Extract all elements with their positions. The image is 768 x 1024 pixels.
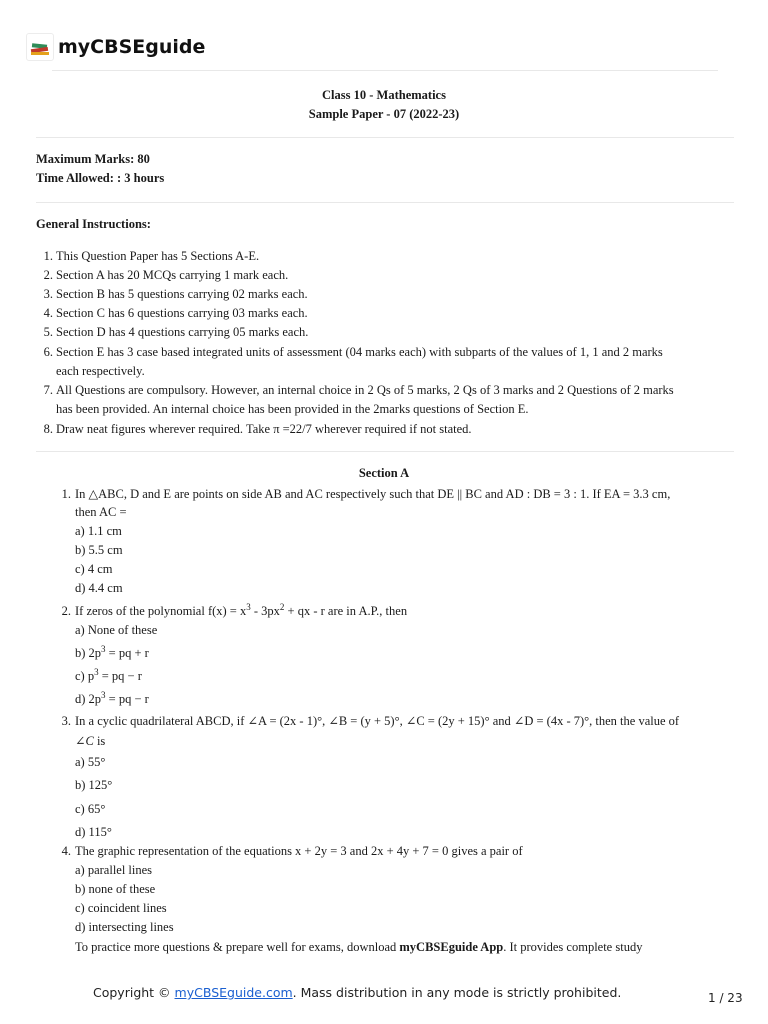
- divider: [36, 451, 734, 452]
- divider: [36, 137, 734, 138]
- option: c) 4 cm: [75, 562, 113, 576]
- option: d) $2p^3$ = pq − r: [75, 690, 149, 706]
- question-2-text: If zeros of the polynomial $f(x) = x^3 - 3px^2$ + qx - r are in A.P., then: [75, 602, 408, 618]
- copyright-footer: Copyright © myCBSEguide.com. Mass distribution in any mode is strictly prohibited.: [93, 985, 622, 1000]
- instruction-item: Section B has 5 questions carrying 02 marks each.: [56, 287, 308, 301]
- max-marks: Maximum Marks: 80: [36, 152, 150, 166]
- instruction-item: All Questions are compulsory. However, an internal choice in 2 Qs of 5 marks, 2 Qs of 3 marks and 2 Questions of 2 marks: [56, 383, 674, 397]
- brand-name: myCBSEguide: [58, 36, 206, 58]
- option: d) intersecting lines: [75, 920, 174, 934]
- header: [26, 33, 205, 61]
- option: c) $p^3$ = pq − r: [75, 667, 142, 683]
- option: d) 115°: [75, 825, 112, 839]
- option: c) coincident lines: [75, 901, 167, 915]
- instruction-item: Draw neat figures wherever required. Take π =22/7 wherever required if not stated.: [56, 422, 472, 436]
- promo-text: To practice more questions & prepare well for exams, download myCBSEguide App. It provides complete study: [75, 940, 643, 954]
- option: b) none of these: [75, 882, 156, 896]
- option: a) 1.1 cm: [75, 524, 122, 538]
- instruction-item-continued: has been provided. An internal choice has been provided in the 2marks questions of Section E.: [56, 402, 529, 416]
- instruction-item-continued: each respectively.: [56, 364, 145, 378]
- divider: [52, 70, 718, 71]
- instruction-item: Section A has 20 MCQs carrying 1 mark each.: [56, 268, 289, 282]
- question-3-text: In a cyclic quadrilateral ABCD, if ∠A = (2x - 1)°, ∠B = (y + 5)°, ∠C = (2y + 15)° and ∠D = (4x - 7)°, then the value of: [75, 714, 680, 728]
- option: b) $2p^3$ = pq + r: [75, 644, 149, 660]
- option: b) 5.5 cm: [75, 543, 123, 557]
- section-title: Section A: [358, 466, 410, 480]
- option: c) 65°: [75, 802, 106, 816]
- logo-books-icon: [26, 33, 54, 61]
- instruction-item: This Question Paper has 5 Sections A-E.: [56, 249, 260, 263]
- divider: [36, 202, 734, 203]
- question-4-text: The graphic representation of the equations x + 2y = 3 and 2x + 4y + 7 = 0 gives a pair of: [75, 844, 523, 858]
- option: a) parallel lines: [75, 863, 153, 877]
- question-1-text: In △ABC, D and E are points on side AB and AC respectively such that DE || BC and AD : DB = 3 : 1. If EA = 3.3 cm,: [75, 487, 671, 501]
- site-link[interactable]: myCBSEguide.com: [174, 985, 293, 1000]
- question-3-text-continued: ∠C is: [75, 734, 106, 748]
- instruction-item: Section E has 3 case based integrated units of assessment (04 marks each) with subparts of the values of 1, 1 and 2 marks: [56, 345, 663, 359]
- option: a) None of these: [75, 623, 158, 637]
- option: a) 55°: [75, 755, 106, 769]
- paper-title: Sample Paper - 07 (2022-23): [308, 107, 460, 121]
- instruction-item: Section C has 6 questions carrying 03 marks each.: [56, 306, 308, 320]
- instructions-heading: General Instructions:: [36, 217, 151, 231]
- class-title: Class 10 - Mathematics: [322, 88, 446, 102]
- page-number: 1 / 23: [708, 991, 743, 1005]
- instruction-item: Section D has 4 questions carrying 05 marks each.: [56, 325, 309, 339]
- option: d) 4.4 cm: [75, 581, 123, 595]
- option: b) 125°: [75, 778, 113, 792]
- time-allowed: Time Allowed: : 3 hours: [36, 171, 165, 185]
- question-1-text-continued: then AC =: [75, 505, 127, 519]
